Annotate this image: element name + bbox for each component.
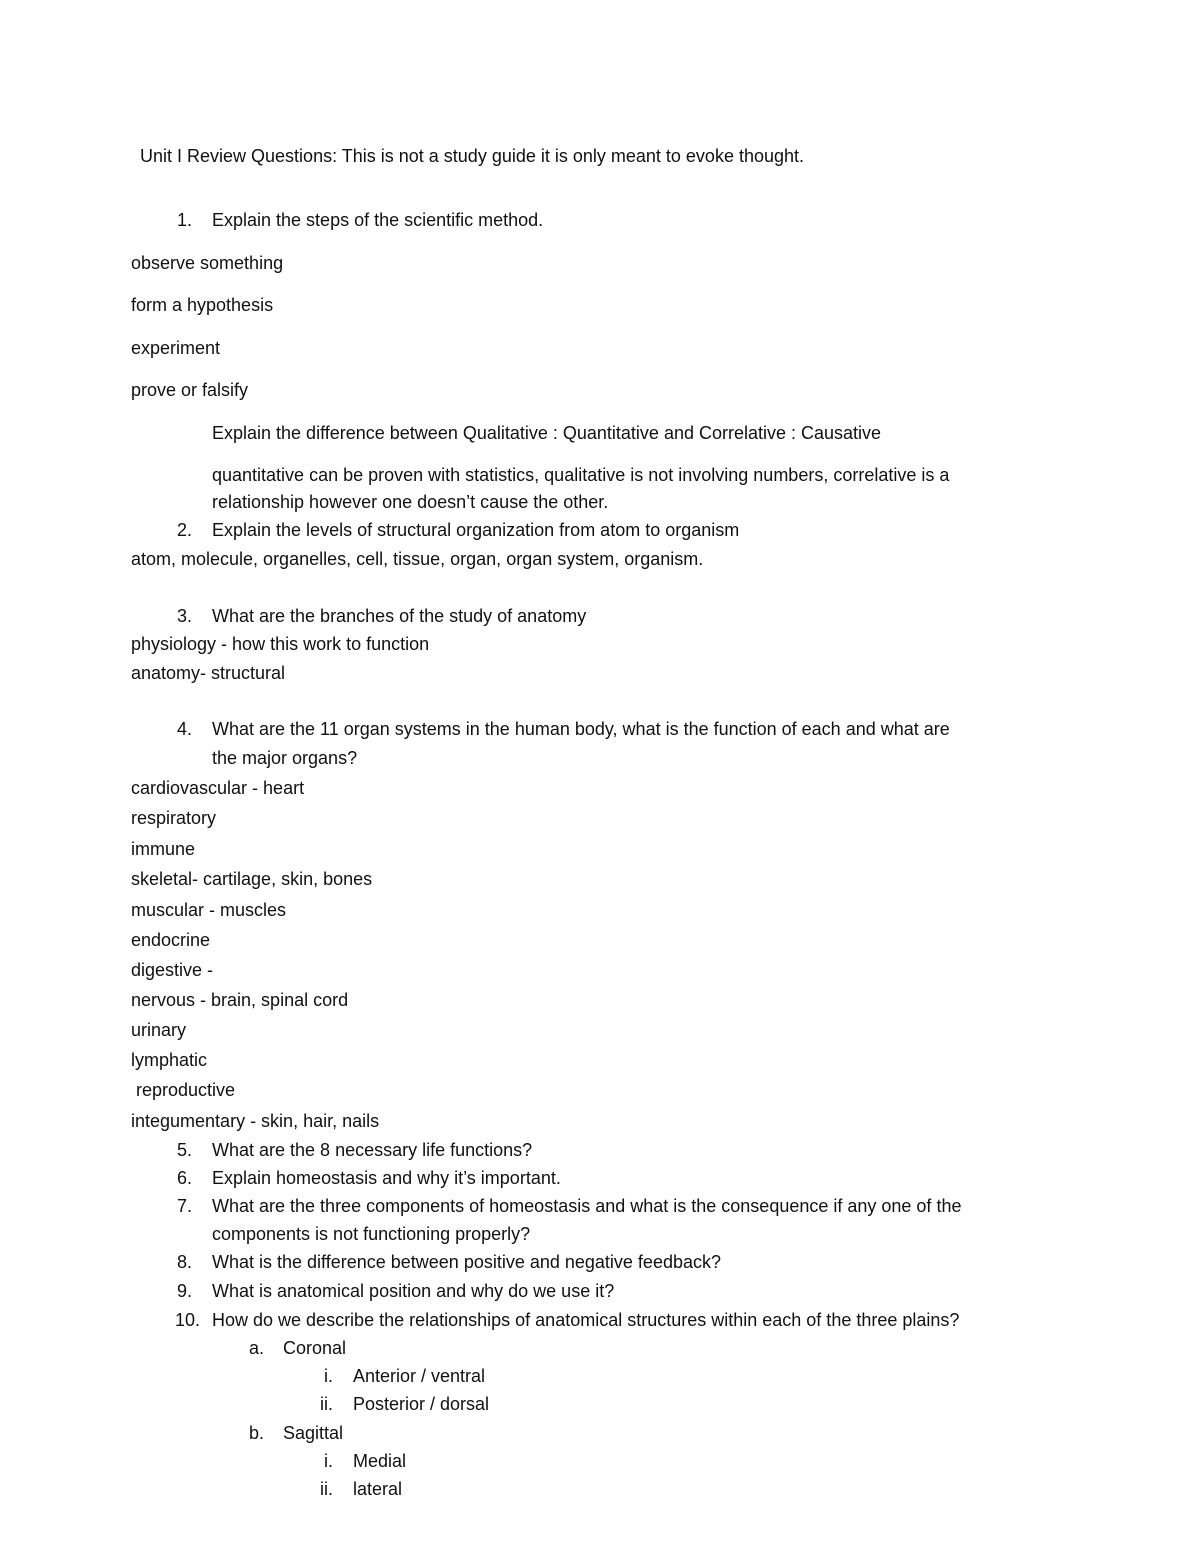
- q10-sub-a-text: Coronal: [283, 1338, 347, 1358]
- q4-answer-1: cardiovascular - heart: [131, 778, 305, 798]
- q10-b-item-2-label: ii.: [320, 1479, 333, 1499]
- question-8-text: What is the difference between positive and negative feedback?: [212, 1252, 722, 1272]
- q3-answer-1: physiology - how this work to function: [131, 634, 430, 654]
- q1-answer-4: prove or falsify: [131, 380, 249, 400]
- q1-answer-1: observe something: [131, 253, 284, 273]
- q10-b-item-1-text: Medial: [353, 1451, 407, 1471]
- question-7-text-line-1: What are the three components of homeostasis and what is the consequence if any one of the: [212, 1196, 962, 1216]
- q10-b-item-2-text: lateral: [353, 1479, 403, 1499]
- q3-answer-2: anatomy- structural: [131, 663, 286, 683]
- question-number-2: 2.: [176, 520, 192, 540]
- q10-sub-b-label: b.: [248, 1423, 264, 1443]
- question-number-5: 5.: [176, 1140, 192, 1160]
- question-9-text: What is anatomical position and why do we use it?: [212, 1281, 615, 1301]
- question-6-text: Explain homeostasis and why it’s important.: [212, 1168, 561, 1188]
- q4-answer-6: endocrine: [131, 930, 211, 950]
- question-7-text-line-2: components is not functioning properly?: [212, 1224, 531, 1244]
- q10-a-item-1-text: Anterior / ventral: [353, 1366, 486, 1386]
- question-number-6: 6.: [176, 1168, 192, 1188]
- question-number-3: 3.: [176, 606, 192, 626]
- question-3-text: What are the branches of the study of anatomy: [212, 606, 587, 626]
- q4-answer-10: lymphatic: [131, 1050, 208, 1070]
- question-4-text-line-2: the major organs?: [212, 748, 358, 768]
- q4-answer-4: skeletal- cartilage, skin, bones: [131, 869, 373, 889]
- question-number-1: 1.: [176, 210, 192, 230]
- question-4-text-line-1: What are the 11 organ systems in the human body, what is the function of each and what are: [212, 719, 950, 739]
- question-number-9: 9.: [176, 1281, 192, 1301]
- q1-sub-question: Explain the difference between Qualitative : Quantitative and Correlative : Causative: [212, 423, 882, 443]
- q4-answer-11: reproductive: [131, 1080, 236, 1100]
- question-number-8: 8.: [176, 1252, 192, 1272]
- question-number-7: 7.: [176, 1196, 192, 1216]
- q10-b-item-1-label: i.: [324, 1451, 333, 1471]
- question-2-text: Explain the levels of structural organization from atom to organism: [212, 520, 740, 540]
- question-5-text: What are the 8 necessary life functions?: [212, 1140, 533, 1160]
- q4-answer-5: muscular - muscles: [131, 900, 287, 920]
- question-number-10: 10.: [174, 1310, 200, 1330]
- q4-answer-12: integumentary - skin, hair, nails: [131, 1111, 380, 1131]
- question-number-4: 4.: [176, 719, 192, 739]
- q10-sub-a-label: a.: [248, 1338, 264, 1358]
- q4-answer-8: nervous - brain, spinal cord: [131, 990, 349, 1010]
- q4-answer-2: respiratory: [131, 808, 217, 828]
- q10-sub-b-text: Sagittal: [283, 1423, 344, 1443]
- q4-answer-3: immune: [131, 839, 196, 859]
- q10-a-item-2-label: ii.: [320, 1394, 333, 1414]
- q10-a-item-1-label: i.: [324, 1366, 333, 1386]
- q10-a-item-2-text: Posterior / dorsal: [353, 1394, 490, 1414]
- q1-answer-3: experiment: [131, 338, 221, 358]
- page-title: Unit I Review Questions: This is not a study guide it is only meant to evoke thought.: [140, 146, 805, 166]
- q4-answer-7: digestive -: [131, 960, 214, 980]
- q1-sub-answer-line-1: quantitative can be proven with statistics, qualitative is not involving numbers, correlative is a: [212, 465, 950, 485]
- q4-answer-9: urinary: [131, 1020, 187, 1040]
- q1-sub-answer-line-2: relationship however one doesn’t cause the other.: [212, 492, 609, 512]
- q2-answer: atom, molecule, organelles, cell, tissue, organ, organ system, organism.: [131, 549, 704, 569]
- q1-answer-2: form a hypothesis: [131, 295, 274, 315]
- question-1-text: Explain the steps of the scientific method.: [212, 210, 544, 230]
- question-10-text: How do we describe the relationships of anatomical structures within each of the three plains?: [212, 1310, 960, 1330]
